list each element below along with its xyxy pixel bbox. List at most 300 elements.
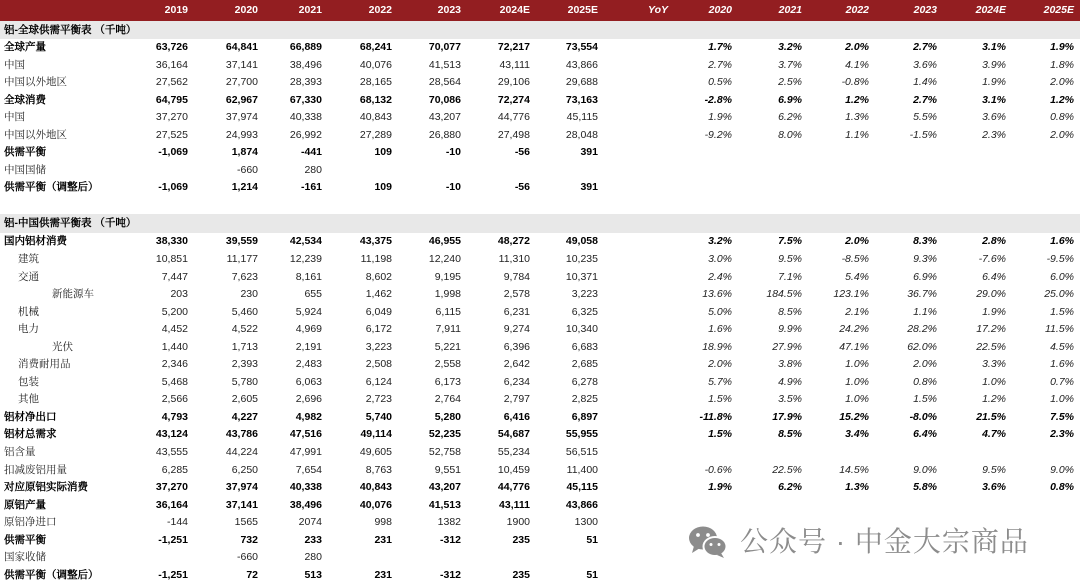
value-cell: 203 (170, 288, 188, 301)
value-cell: 29,688 (565, 76, 598, 89)
yoy-cell: 4.1% (845, 58, 869, 71)
value-cell (461, 549, 530, 567)
value-cell: -660 (236, 163, 258, 176)
value-cell: 43,866 (565, 58, 598, 71)
value-cell: 40,843 (359, 481, 392, 494)
yoy-cell: 11.5% (1045, 323, 1074, 336)
value-cell: 4,227 (231, 410, 258, 423)
yoy-cell: 5.8% (913, 481, 937, 494)
yoy-cell: 2.0% (1050, 128, 1074, 141)
value-cell: 28,048 (565, 128, 598, 141)
yoy-cell: 3.3% (982, 358, 1006, 371)
yoy-cell: -8.5% (841, 253, 869, 266)
header-yoy-year-2024e: 2024E (975, 4, 1006, 16)
yoy-cell: 1.4% (913, 76, 937, 89)
value-cell: 6,172 (365, 323, 392, 336)
yoy-cell: 3.8% (778, 358, 802, 371)
header-yoy-year-2021: 2021 (778, 4, 802, 16)
yoy-cell: 3.6% (982, 111, 1006, 124)
yoy-cell: 29.0% (976, 288, 1006, 301)
value-cell: 280 (304, 163, 322, 176)
yoy-cell: 4.9% (778, 375, 802, 388)
yoy-cell: 6.9% (913, 270, 937, 283)
table-row (0, 339, 1080, 357)
value-cell: 1,214 (231, 181, 258, 194)
value-cell (392, 549, 461, 567)
row-label: 原铝净进口 (4, 516, 57, 529)
yoy-cell: 9.0% (1050, 463, 1074, 476)
value-cell: 2,723 (365, 393, 392, 406)
value-cell: 5,280 (434, 410, 461, 423)
yoy-cell: 7.5% (778, 235, 802, 248)
value-cell: 1300 (574, 516, 598, 529)
yoy-cell: 18.9% (702, 340, 732, 353)
yoy-cell: 1.0% (982, 375, 1006, 388)
table-row (0, 462, 1080, 480)
value-cell: 2,191 (295, 340, 322, 353)
yoy-cell: 1.6% (1050, 235, 1074, 248)
value-cell: -1,069 (158, 181, 188, 194)
row-label: 对应原铝实际消费 (4, 481, 88, 494)
table-row (0, 391, 1080, 409)
value-cell: 64,795 (155, 93, 188, 106)
header-year-2022: 2022 (368, 4, 392, 16)
yoy-cell: 1.8% (1050, 58, 1074, 71)
yoy-cell: 2.0% (708, 358, 732, 371)
header-year-2020: 2020 (234, 4, 258, 16)
value-cell: 43,207 (428, 481, 461, 494)
yoy-cell: 8.0% (778, 128, 802, 141)
row-label: 中国 (4, 111, 25, 124)
value-cell: 47,991 (289, 446, 322, 459)
table-row (0, 269, 1080, 287)
yoy-cell: 25.0% (1044, 288, 1074, 301)
yoy-cell: 22.5% (976, 340, 1006, 353)
value-cell: 4,522 (231, 323, 258, 336)
yoy-cell: 184.5% (766, 288, 802, 301)
value-cell: 27,525 (155, 128, 188, 141)
yoy-cell: 1.1% (845, 128, 869, 141)
value-cell: 43,555 (155, 446, 188, 459)
yoy-cell: 1.0% (845, 393, 869, 406)
table-row (0, 356, 1080, 374)
value-cell: 43,207 (428, 111, 461, 124)
row-label: 供需平衡（调整后） (4, 181, 99, 194)
table-row (0, 39, 1080, 57)
yoy-cell: 3.5% (778, 393, 802, 406)
row-label: 电力 (18, 323, 39, 336)
header-yoy-year-2023: 2023 (913, 4, 937, 16)
value-cell: 64,841 (225, 41, 258, 53)
value-cell: 109 (374, 181, 392, 194)
yoy-cell: 4.7% (982, 428, 1006, 441)
value-cell: 1,874 (231, 146, 258, 159)
table-row (0, 409, 1080, 427)
value-cell: 51 (586, 568, 598, 581)
watermark-text: 公众号 · 中金大宗商品 (740, 526, 1029, 557)
value-cell: 5,924 (295, 305, 322, 318)
row-label: 包装 (18, 375, 39, 388)
value-cell: 37,141 (225, 58, 258, 71)
value-cell: 12,239 (289, 253, 322, 266)
value-cell: 52,758 (428, 446, 461, 459)
value-cell: 230 (240, 288, 258, 301)
yoy-cell: 0.8% (1050, 481, 1074, 494)
yoy-cell: -1.5% (909, 128, 937, 141)
value-cell: 43,866 (565, 498, 598, 511)
yoy-cell: 2.0% (845, 235, 869, 248)
value-cell: 1,713 (231, 340, 258, 353)
value-cell: 280 (304, 551, 322, 564)
value-cell: 7,654 (295, 463, 322, 476)
value-cell: 8,602 (365, 270, 392, 283)
yoy-cell: 28.2% (907, 323, 937, 336)
value-cell: 5,740 (365, 410, 392, 423)
yoy-cell: 2.0% (913, 358, 937, 371)
value-cell: 2,566 (161, 393, 188, 406)
yoy-cell: 6.4% (913, 428, 937, 441)
value-cell: 9,274 (503, 323, 530, 336)
value-cell: 1,462 (365, 288, 392, 301)
row-label: 建筑 (18, 253, 39, 266)
yoy-cell: -0.8% (841, 76, 869, 89)
value-cell: 8,161 (295, 270, 322, 283)
row-label: 光伏 (52, 340, 73, 353)
yoy-cell: 36.7% (907, 288, 937, 301)
value-cell: 27,498 (497, 128, 530, 141)
value-cell: -441 (300, 146, 322, 159)
value-cell (530, 162, 598, 180)
value-cell: 27,562 (155, 76, 188, 89)
value-cell: 40,338 (289, 111, 322, 124)
yoy-cell: 3.4% (845, 428, 869, 441)
value-cell: 44,776 (497, 111, 530, 124)
value-cell (461, 162, 530, 180)
section-title: 铝-全球供需平衡表 （千吨） (0, 21, 1080, 39)
yoy-cell: 1.0% (845, 358, 869, 371)
table-row (0, 479, 1080, 497)
row-label: 国家收储 (4, 551, 46, 564)
yoy-cell: 6.2% (778, 111, 802, 124)
yoy-cell: 123.1% (833, 288, 869, 301)
row-label: 铝材净出口 (4, 410, 57, 423)
value-cell: 55,234 (497, 446, 530, 459)
value-cell: 49,114 (360, 428, 392, 441)
value-cell: 6,049 (365, 305, 392, 318)
table-row (0, 109, 1080, 127)
row-label: 其他 (18, 393, 39, 406)
value-cell: 6,063 (295, 375, 322, 388)
value-cell: 43,111 (499, 498, 530, 511)
yoy-cell: 2.7% (913, 93, 937, 106)
value-cell: 5,780 (231, 375, 258, 388)
table-row (0, 286, 1080, 304)
row-label: 新能源车 (52, 288, 94, 301)
yoy-cell: 9.9% (778, 323, 802, 336)
value-cell: -312 (439, 568, 461, 581)
watermark (688, 525, 1029, 559)
value-cell: 6,683 (571, 340, 598, 353)
value-cell: -660 (236, 551, 258, 564)
yoy-cell: 1.2% (982, 393, 1006, 406)
value-cell: 40,076 (359, 498, 392, 511)
value-cell: 45,115 (566, 111, 598, 124)
value-cell: 68,241 (359, 41, 392, 53)
yoy-cell: -11.8% (699, 410, 732, 423)
value-cell: 10,851 (155, 253, 188, 266)
value-cell: 2,393 (231, 358, 258, 371)
yoy-cell: 21.5% (976, 410, 1006, 423)
value-cell: 43,111 (499, 58, 530, 71)
value-cell: 36,164 (155, 58, 188, 71)
value-cell: 49,058 (565, 235, 598, 248)
value-cell: 43,375 (359, 235, 392, 248)
row-label: 中国 (4, 58, 25, 71)
yoy-cell: 1.6% (1050, 358, 1074, 371)
table-row (0, 162, 1080, 180)
value-cell: 4,452 (161, 323, 188, 336)
value-cell: 55,955 (565, 428, 598, 441)
yoy-cell: 17.2% (976, 323, 1006, 336)
yoy-cell: 9.5% (982, 463, 1006, 476)
yoy-cell: 3.7% (778, 58, 802, 71)
yoy-cell: 1.3% (845, 111, 869, 124)
yoy-cell: -0.6% (704, 463, 732, 476)
value-cell: 6,124 (365, 375, 392, 388)
yoy-cell: 22.5% (772, 463, 802, 476)
value-cell: 6,897 (571, 410, 598, 423)
yoy-cell: 3.0% (708, 253, 732, 266)
table-row (0, 251, 1080, 269)
header-year-2023: 2023 (437, 4, 461, 16)
value-cell: 6,250 (231, 463, 258, 476)
yoy-cell: 1.5% (913, 393, 937, 406)
yoy-cell: 5.7% (708, 375, 732, 388)
value-cell: 43,124 (155, 428, 188, 441)
yoy-cell: 1.9% (1050, 41, 1074, 53)
yoy-cell: 0.5% (708, 76, 732, 89)
value-cell: 3,223 (365, 340, 392, 353)
value-cell: 28,564 (428, 76, 461, 89)
value-cell: 37,141 (225, 498, 258, 511)
value-cell: 2,764 (434, 393, 461, 406)
value-cell: 72,274 (497, 93, 530, 106)
value-cell: 2074 (298, 516, 322, 529)
value-cell: 27,289 (359, 128, 392, 141)
yoy-cell: 1.6% (708, 323, 732, 336)
value-cell: 36,164 (155, 498, 188, 511)
value-cell: -161 (300, 181, 322, 194)
value-cell: 231 (374, 533, 392, 546)
yoy-cell: 6.4% (982, 270, 1006, 283)
value-cell: 51 (586, 533, 598, 546)
yoy-cell: 62.0% (907, 340, 937, 353)
value-cell: 2,346 (161, 358, 188, 371)
value-cell: 6,115 (435, 305, 461, 318)
yoy-cell: 1.0% (1050, 393, 1074, 406)
value-cell: 73,554 (565, 41, 598, 53)
yoy-cell: 7.1% (778, 270, 802, 283)
value-cell: -10 (445, 146, 461, 159)
value-cell: 12,240 (428, 253, 461, 266)
yoy-cell: 9.3% (913, 253, 937, 266)
value-cell: 44,776 (497, 481, 530, 494)
yoy-cell: 6.2% (778, 481, 802, 494)
value-cell (392, 162, 461, 180)
value-cell: 655 (304, 288, 322, 301)
section-title: 铝-中国供需平衡表 （千吨） (0, 214, 1080, 233)
yoy-cell: 1.0% (845, 375, 869, 388)
yoy-cell: -7.6% (978, 253, 1006, 266)
value-cell: 233 (304, 533, 322, 546)
table-row (0, 127, 1080, 145)
value-cell: 66,889 (289, 41, 322, 53)
header-yoy-year-2025e: 2025E (1043, 4, 1074, 16)
table-row (0, 92, 1080, 110)
row-label: 全球产量 (4, 41, 46, 53)
row-label: 铝含量 (4, 446, 36, 459)
value-cell: 48,272 (497, 235, 530, 248)
yoy-cell: 3.6% (982, 481, 1006, 494)
value-cell (322, 162, 392, 180)
table-row (0, 57, 1080, 75)
value-cell: 4,793 (161, 410, 188, 423)
value-cell: 11,177 (226, 253, 258, 266)
value-cell: -10 (445, 181, 461, 194)
yoy-cell: 8.5% (778, 305, 802, 318)
value-cell: 70,086 (428, 93, 461, 106)
yoy-cell: -8.0% (909, 410, 937, 423)
value-cell: 998 (374, 516, 392, 529)
header-yoy-year-2022: 2022 (845, 4, 869, 16)
value-cell: 37,270 (155, 481, 188, 494)
value-cell: -56 (514, 146, 530, 159)
value-cell: -1,069 (158, 146, 188, 159)
wechat-icon (688, 525, 728, 559)
value-cell: 54,687 (497, 428, 530, 441)
value-cell: 732 (240, 533, 258, 546)
value-cell: -312 (439, 533, 461, 546)
value-cell: 6,231 (503, 305, 530, 318)
yoy-cell: 2.7% (708, 58, 732, 71)
value-cell: 39,559 (225, 235, 258, 248)
value-cell: 235 (512, 568, 530, 581)
value-cell: 37,270 (155, 111, 188, 124)
value-cell: 7,447 (161, 270, 188, 283)
yoy-cell: 2.7% (913, 41, 937, 53)
yoy-cell: 5.0% (708, 305, 732, 318)
yoy-cell: 1.5% (1050, 305, 1074, 318)
yoy-cell: 3.2% (778, 41, 802, 53)
table-row (0, 74, 1080, 92)
value-cell: 43,786 (225, 428, 258, 441)
row-label: 供需平衡 (4, 146, 46, 159)
value-cell: 56,515 (565, 446, 598, 459)
value-cell: 1900 (506, 516, 530, 529)
yoy-cell: 1.7% (708, 41, 732, 53)
value-cell: 513 (304, 568, 322, 581)
yoy-cell: 1.9% (982, 305, 1006, 318)
header-year-2025e: 2025E (567, 4, 598, 16)
yoy-cell: 2.0% (845, 41, 869, 53)
yoy-cell: 2.3% (982, 128, 1006, 141)
yoy-cell: 3.1% (982, 93, 1006, 106)
table-row (0, 567, 1080, 585)
value-cell: 5,468 (161, 375, 188, 388)
value-cell: 5,200 (161, 305, 188, 318)
yoy-cell: 6.0% (1050, 270, 1074, 283)
value-cell: 1382 (437, 516, 461, 529)
value-cell: 2,605 (231, 393, 258, 406)
value-cell: 28,393 (289, 76, 322, 89)
value-cell (322, 549, 392, 567)
header-year-2021: 2021 (298, 4, 322, 16)
value-cell: 1,998 (434, 288, 461, 301)
value-cell: -56 (514, 181, 530, 194)
value-cell: 7,911 (435, 323, 461, 336)
yoy-cell: 9.5% (778, 253, 802, 266)
value-cell: 37,974 (225, 481, 258, 494)
value-cell: 9,784 (503, 270, 530, 283)
yoy-cell: 6.9% (778, 93, 802, 106)
value-cell: 6,416 (503, 410, 530, 423)
value-cell: 1,440 (161, 340, 188, 353)
yoy-cell: 8.5% (778, 428, 802, 441)
value-cell: 2,483 (295, 358, 322, 371)
value-cell: 5,460 (231, 305, 258, 318)
value-cell: -144 (166, 516, 188, 529)
value-cell: 26,992 (289, 128, 322, 141)
value-cell: 10,371 (565, 270, 598, 283)
table-row (0, 233, 1080, 251)
value-cell: 47,516 (289, 428, 322, 441)
value-cell: 52,235 (428, 428, 461, 441)
value-cell: 2,825 (571, 393, 598, 406)
value-cell: 41,513 (428, 498, 461, 511)
value-cell: 44,224 (225, 446, 258, 459)
yoy-cell: 9.0% (913, 463, 937, 476)
value-cell: 24,993 (225, 128, 258, 141)
value-cell: 11,198 (360, 253, 392, 266)
value-cell: 2,685 (571, 358, 598, 371)
value-cell: 235 (512, 533, 530, 546)
value-cell: 6,234 (503, 375, 530, 388)
table-row (0, 304, 1080, 322)
yoy-cell: 2.8% (982, 235, 1006, 248)
yoy-cell: 5.5% (913, 111, 937, 124)
value-cell: 38,496 (289, 498, 322, 511)
value-cell (130, 549, 188, 567)
value-cell: 68,132 (359, 93, 392, 106)
value-cell: 9,195 (434, 270, 461, 283)
yoy-cell: -2.8% (704, 93, 732, 106)
header-row (0, 0, 1080, 21)
yoy-cell: 0.8% (913, 375, 937, 388)
value-cell: 27,700 (225, 76, 258, 89)
value-cell: 63,726 (155, 41, 188, 53)
value-cell: 41,513 (428, 58, 461, 71)
value-cell: 9,551 (434, 463, 461, 476)
yoy-cell: 4.5% (1050, 340, 1074, 353)
value-cell: 70,077 (428, 41, 461, 53)
value-cell: 2,578 (503, 288, 530, 301)
yoy-cell: 7.5% (1050, 410, 1074, 423)
yoy-cell: 1.9% (982, 76, 1006, 89)
yoy-cell: 17.9% (772, 410, 802, 423)
yoy-cell: 0.8% (1050, 111, 1074, 124)
value-cell: 6,396 (503, 340, 530, 353)
value-cell: 8,763 (365, 463, 392, 476)
